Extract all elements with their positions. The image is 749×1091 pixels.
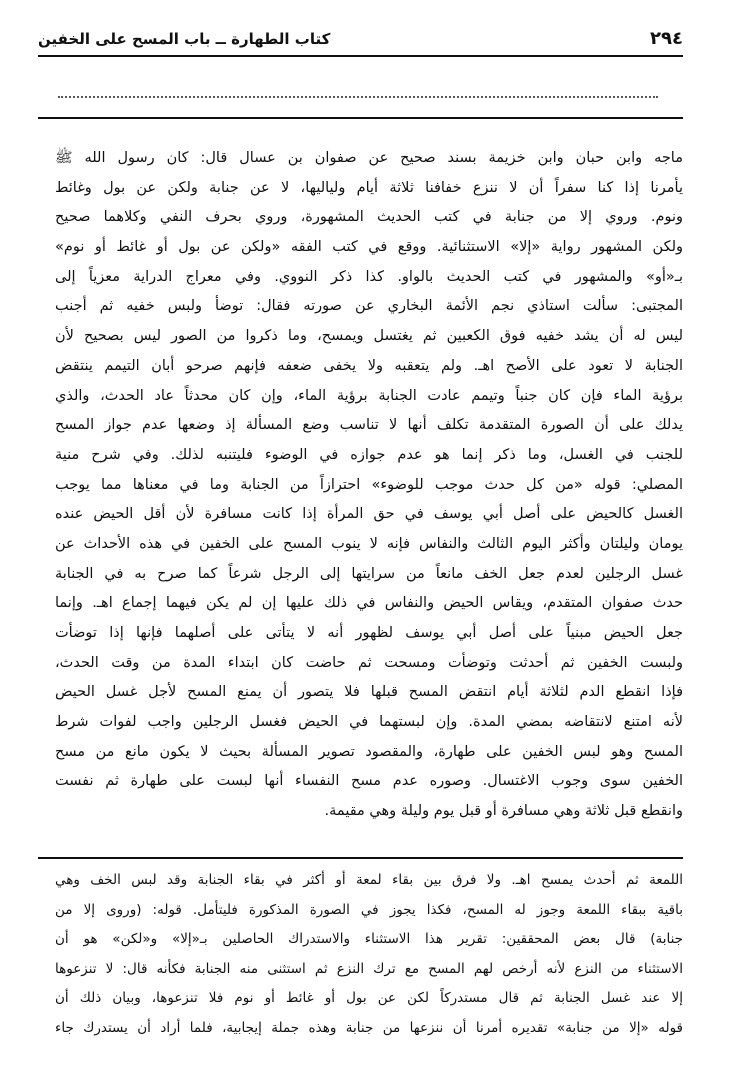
- text-line: للجنب في الغسل، وما ذكر إنما هو عدم جوازه في الوضوء فليتنبه لذلك. وفي شرح منية: [55, 446, 683, 463]
- header-rule: [38, 55, 683, 57]
- text-line: المصلي: قوله «من كل حدث موجب للوضوء» احترازاً من الجنابة وما في معناها مما يوجب: [55, 476, 683, 493]
- text-line: الخفين سوى وجوب الاغتسال. وصوره عدم مسح النفساء أنها لبست على طهارة ثم نفست: [55, 773, 683, 790]
- text-line: غسل الرجلين لعدم جعل الخف مانعاً من سرايتها إلى الرجل شرعاً كما صرح به في الجنابة: [55, 565, 683, 582]
- main-text: [55, 144, 683, 827]
- footnote-line: إلا عند غسل الجنابة ثم قال مستدركاً لكن عن بول أو غائط أو نوم فلا تنزعوها، وبيان ذلك أن: [55, 990, 683, 1006]
- footnote-line: جنابة) قال بعض المحققين: تقرير هذا الاستثناء والاستدراك الحاصلين بـ«إلا» و«لكن» هو أن: [55, 931, 683, 947]
- text-line: فإذا انقطع الدم لثلاثة أيام انتقض المسح قبلها فلا يتصور أن يمنع المسح لأجل غسل الحيض: [55, 684, 683, 701]
- text-line: يومان وليلتان وأكثر اليوم الثالث والنفاس فإنه لا ينوب المسح على الخفين في هذه الأحداث عن: [55, 535, 683, 552]
- footnote-line: الاستثناء من النزع لأنه أرخص لهم المسح مع ترك النزع ثم استثنى منه الجنابة فكأنه قال: لا تنزعوها: [55, 960, 683, 977]
- text-line: بـ«أو» والمشهور في كتب الحديث بالواو. كذا ذكر النووي. وفي معراج الدراية معزياً إلى: [55, 268, 683, 285]
- text-line: الجنابة لا تعود على الأصح اهـ. ولم يتعقبه ولا يخفى ضعفه فإنهم صرحو أبان التيمم ينتقض: [55, 357, 683, 374]
- text-line: ونوم. وروي إلا من جنابة في كتب الحديث المشهورة، وروي بحرف النفي وكلاهما صحيح: [55, 209, 683, 226]
- text-line: جعل الحيض مبنياً على أصل أبي يوسف لظهور أنه لا يتأتى على أصلهما فإنها إذا توضأت: [55, 625, 683, 641]
- page-number: ٢٩٤: [650, 28, 683, 49]
- text-line: الغسل كالحيض على أصل أبي يوسف في حق المرأة إذا كانت مسافرة لأن أقل الحيض عنده: [55, 506, 683, 523]
- footnote-text: [55, 866, 683, 1043]
- footnote-line: اللمعة ثم أحدث يمسح اهـ. ولا فرق بين بقاء لمعة أو أكثر في بقاء الجنابة وقد لبس الخف وهي: [55, 872, 683, 888]
- text-line: ليس له أن يشد خفيه فوق الكعبين ثم يغتسل ويمسح، وما ذكروا من الصور ليس بصحيح لأن: [55, 328, 683, 345]
- text-line: المجتبى: سألت استاذي نجم الأئمة البخاري عن صورته فقال: توضأ ولبس خفيه ثم أجنب: [55, 298, 683, 315]
- text-line: وانقطع قبل ثلاثة وهي مسافرة أو قبل يوم وليلة وهي مقيمة.: [324, 803, 683, 820]
- page-header: [38, 28, 683, 54]
- footnote-rule: [38, 857, 683, 859]
- text-line: ولبست الخفين ثم أحدثت وتوضأت ومسحت ثم حاضت كان ابتداء المدة من وقت الحدث،: [55, 654, 683, 671]
- section-rule: [38, 117, 683, 119]
- footnote-line: قوله «إلا من جنابة» تقديره أمرنا أن ننزعها من جنابة وهذه جملة إيجابية، فلما أراد أن يستدرك جاء: [55, 1019, 683, 1036]
- text-line: يأمرنا إذا كنا سفراً أن لا ننزع خفافنا ثلاثة أيام ولياليها، لا عن جنابة ولكن عن بول وغائط: [55, 179, 683, 196]
- text-line: يدلك على أن الصورة المتقدمة تكلف أنها لا تناسب وضع المسألة إذ وضعها عدم جواز المسح: [55, 417, 683, 434]
- text-line: ماجه وابن حبان وابن خزيمة بسند صحيح عن صفوان بن عسال قال: كان رسول الله ﷺ: [55, 150, 683, 166]
- text-line: لأنه امتنع لانتقاضه بمضي المدة. وإن لبستهما في الحيض فغسل الرجلين واجب لفوات شرط: [55, 714, 683, 731]
- footnote-line: باقية ببقاء اللمعة وجوز له المسح، فكذا يجوز في الصورة المذكورة فليتأمل. قوله: (وروى إلا من: [55, 901, 683, 918]
- text-line: المسح وهو لبس الخفين على طهارة، والمقصود تصوير المسألة بحيث لا يكون مانع من مسح: [55, 743, 683, 760]
- dotted-separator: [58, 96, 658, 98]
- text-line: ولكن المشهور رواية «إلا» الاستثنائية. ووقع في كتب الفقه «ولكن عن بول أو غائط أو نوم»: [55, 239, 683, 256]
- text-line: برؤية الماء فإن كان جنباً وتيمم عادت الجنابة برؤية الماء، وإن كان محدثاً عاد الحدث، والذي: [55, 387, 683, 404]
- text-line: حدث صفوان المتقدم، ويقاس الحيض والنفاس في ذلك عليها إن لم يكن فيهما إجماع اهـ. وإنما: [55, 595, 683, 612]
- running-title: كتاب الطهارة ــ باب المسح على الخفين: [38, 30, 331, 48]
